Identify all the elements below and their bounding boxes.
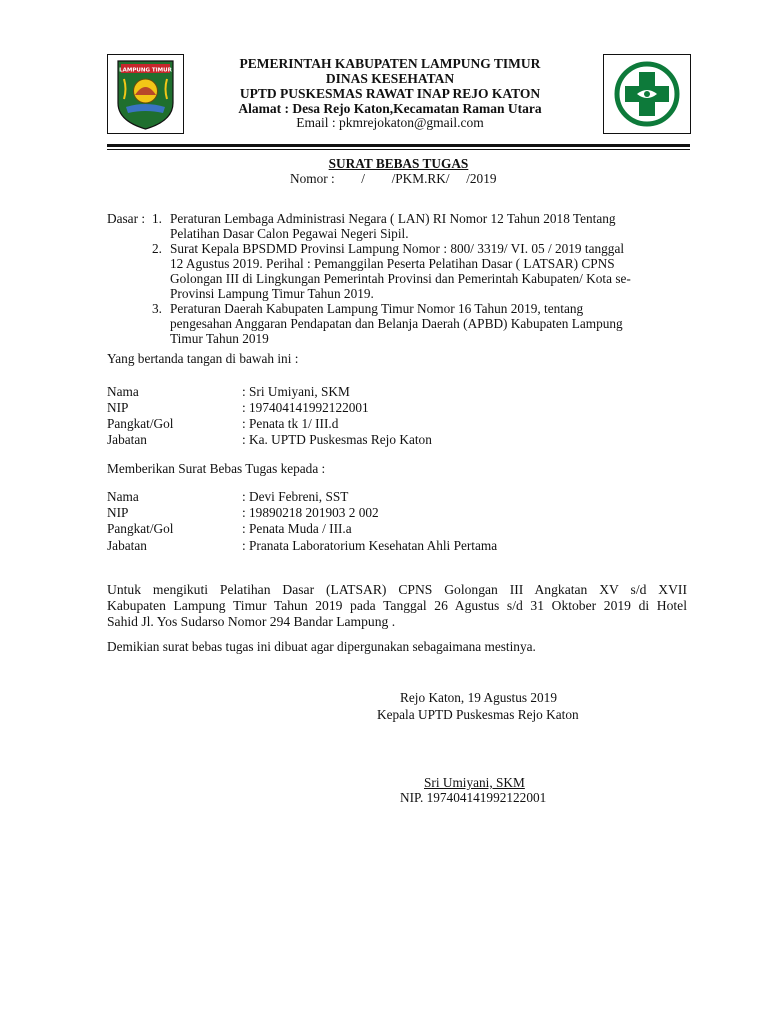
body-line: Sahid Jl. Yos Sudarso Nomor 294 Bandar Lampung . [107, 614, 396, 629]
signer-intro: Yang bertanda tangan di bawah ini : [107, 351, 299, 366]
letterhead-rule-thick [107, 144, 690, 147]
signature-name: Sri Umiyani, SKM [424, 775, 525, 790]
signer-nip-label: NIP [107, 400, 129, 415]
signer-nip-value: : 197404141992122001 [242, 400, 369, 415]
header-institution: UPTD PUSKESMAS RAWAT INAP REJO KATON [239, 86, 541, 101]
signer-position-label: Jabatan [107, 432, 147, 447]
dasar-item-2-line: Golongan III di Lingkungan Pemerintah Provinsi dan Pemerintah Kabupaten/ Kota se- [170, 271, 631, 286]
dasar-item-2-line: Provinsi Lampung Timur Tahun 2019. [170, 286, 374, 301]
dasar-item-1-line: Peraturan Lembaga Administrasi Negara ( LAN) RI Nomor 12 Tahun 2018 Tentang [170, 211, 616, 226]
logo-banner-text: LAMPUNG TIMUR [119, 67, 172, 74]
dasar-item-2-num: 2. [152, 241, 162, 256]
dasar-item-3-line: Peraturan Daerah Kabupaten Lampung Timur Nomor 16 Tahun 2019, tentang [170, 301, 584, 316]
signature-place-date: Rejo Katon, 19 Agustus 2019 [400, 690, 557, 705]
recipient-name-value: : Devi Febreni, SST [242, 489, 349, 504]
recipient-intro: Memberikan Surat Bebas Tugas kepada : [107, 461, 326, 476]
recipient-position-label: Jabatan [107, 538, 147, 553]
recipient-nip-label: NIP [107, 505, 129, 520]
signature-position: Kepala UPTD Puskesmas Rejo Katon [377, 707, 579, 722]
header-email: Email : pkmrejokaton@gmail.com [296, 115, 484, 130]
letterhead-rule-thin [107, 149, 690, 150]
dasar-item-2-line: Surat Kepala BPSDMD Provinsi Lampung Nomor : 800/ 3319/ VI. 05 / 2019 tanggal [170, 241, 625, 256]
recipient-nip-value: : 19890218 201903 2 002 [242, 505, 379, 520]
recipient-rank-value: : Penata Muda / III.a [242, 521, 352, 536]
puskesmas-logo [603, 54, 691, 134]
signer-position-value: : Ka. UPTD Puskesmas Rejo Katon [242, 432, 432, 447]
signer-name-label: Nama [107, 384, 139, 399]
dasar-item-3-line: pengesahan Anggaran Pendapatan dan Belanja Daerah (APBD) Kabupaten Lampung [170, 316, 623, 331]
header-department: DINAS KESEHATAN [325, 71, 455, 86]
signer-rank-label: Pangkat/Gol [107, 416, 174, 431]
dasar-item-3-num: 3. [152, 301, 162, 316]
recipient-position-value: : Pranata Laboratorium Kesehatan Ahli Pertama [242, 538, 498, 553]
recipient-rank-label: Pangkat/Gol [107, 521, 174, 536]
header-government: PEMERINTAH KABUPATEN LAMPUNG TIMUR [239, 56, 541, 71]
letter-title: SURAT BEBAS TUGAS [328, 156, 469, 171]
signature-nip: NIP. 197404141992122001 [400, 790, 547, 805]
lampung-timur-logo [107, 54, 184, 134]
closing-text: Demikian surat bebas tugas ini dibuat agar dipergunakan sebagaimana mestinya. [107, 639, 536, 654]
dasar-item-1-line: Pelatihan Dasar Calon Pegawai Negeri Sipil. [170, 226, 409, 241]
body-line: Untuk mengikuti Pelatihan Dasar (LATSAR) CPNS Golongan III Angkatan XV s/d XVII [107, 582, 687, 597]
dasar-item-2-line: 12 Agustus 2019. Perihal : Pemanggilan Peserta Pelatihan Dasar ( LATSAR) CPNS [170, 256, 615, 271]
regency-emblem-icon [108, 55, 183, 133]
signer-name-value: : Sri Umiyani, SKM [242, 384, 350, 399]
header-address: Alamat : Desa Rejo Katon,Kecamatan Raman Utara [238, 101, 542, 116]
recipient-name-label: Nama [107, 489, 139, 504]
letter-number: Nomor : / /PKM.RK/ /2019 [290, 171, 497, 186]
dasar-item-3-line: Timur Tahun 2019 [170, 331, 269, 346]
puskesmas-cross-icon [604, 55, 690, 133]
signer-rank-value: : Penata tk 1/ III.d [242, 416, 339, 431]
dasar-label: Dasar : [107, 211, 146, 226]
dasar-item-1-num: 1. [152, 211, 162, 226]
body-line: Kabupaten Lampung Timur Tahun 2019 pada Tanggal 26 Agustus s/d 31 Oktober 2019 di Hotel [107, 598, 687, 613]
